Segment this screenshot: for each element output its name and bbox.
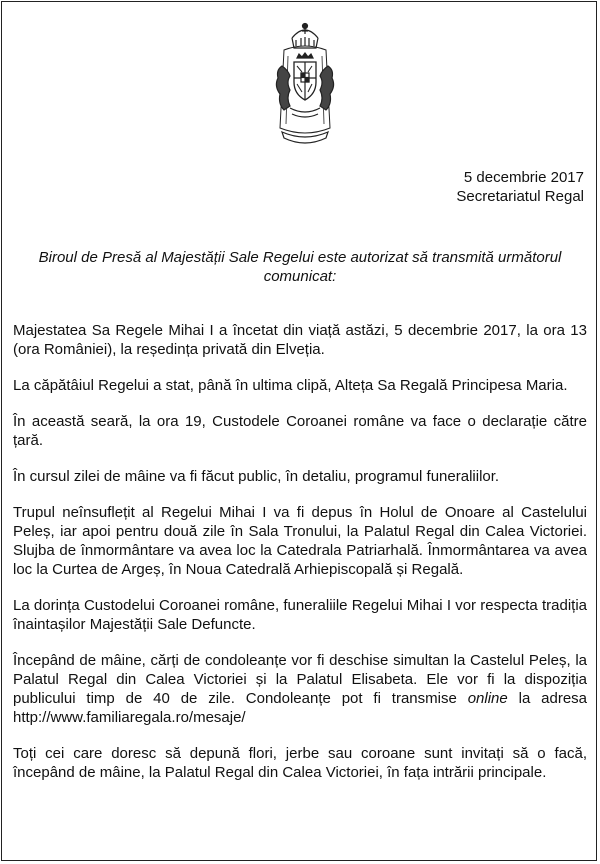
royal-coat-of-arms-icon <box>268 20 342 148</box>
paragraph-lying-in-state: Trupul neînsuflețit al Regelui Mihai I va fi depus în Holul de Onoare al Castelului Peleș, iar apoi pentru două zile în Sala Tronului, la Palatul Regal din Calea Victoriei. Slujba de înmormântare va avea loc la Catedrala Patriarhală. Înmormântarea va avea loc la Curtea de Argeș, în Noua Catedrală Arhiepiscopală și Regală. <box>13 504 587 578</box>
condolences-text: Începând de mâine, cărți de condoleanțe vor fi deschise simultan la Castelul Peleș, la Palatul Regal din Calea Victoriei și la Palatul Elisabeta. Ele vor fi la dispoziția publicului timp de 40 de zile. Condoleanțe pot fi transmise <box>13 652 587 707</box>
communique-body <box>13 321 587 799</box>
condolences-online: online <box>467 690 508 707</box>
paragraph-evening-declaration: În această seară, la ora 19, Custodele Coroanei române va face o declarație către țară. <box>13 413 587 449</box>
header-meta <box>456 168 584 206</box>
paragraph-tradition: La dorința Custodelui Coroanei române, funeraliile Regelui Mihai I vor respecta tradiția înaintașilor Majestății Sale Defuncte. <box>13 597 587 633</box>
condolences-address: la adresa http://www.familiaregala.ro/mesaje/ <box>13 690 588 726</box>
paragraph-bedside: La căpătâiul Regelui a stat, până în ultima clipă, Alteța Sa Regală Principesa Maria. <box>13 377 568 394</box>
paragraph-funeral-program: În cursul zilei de mâine va fi făcut public, în detaliu, programul funeraliilor. <box>13 468 500 485</box>
paragraph-closing: Toți cei care doresc să depună flori, jerbe sau coroane sunt invitați să o facă, începând de mâine, la Palatul Regal din Calea Victoriei, în fața intrării principale. <box>13 745 587 781</box>
paragraph-condolences <box>13 651 587 727</box>
intro-statement: Biroul de Presă al Majestății Sale Regelui este autorizat să transmită următorul comunicat: <box>38 249 562 285</box>
office-line: Secretariatul Regal <box>456 188 584 205</box>
date-line: 5 decembrie 2017 <box>463 169 584 186</box>
paragraph-death-announcement: Majestatea Sa Regele Mihai I a încetat din viață astăzi, 5 decembrie 2017, la ora 13 (ora României), la reședința privată din Elveția. <box>13 322 587 358</box>
